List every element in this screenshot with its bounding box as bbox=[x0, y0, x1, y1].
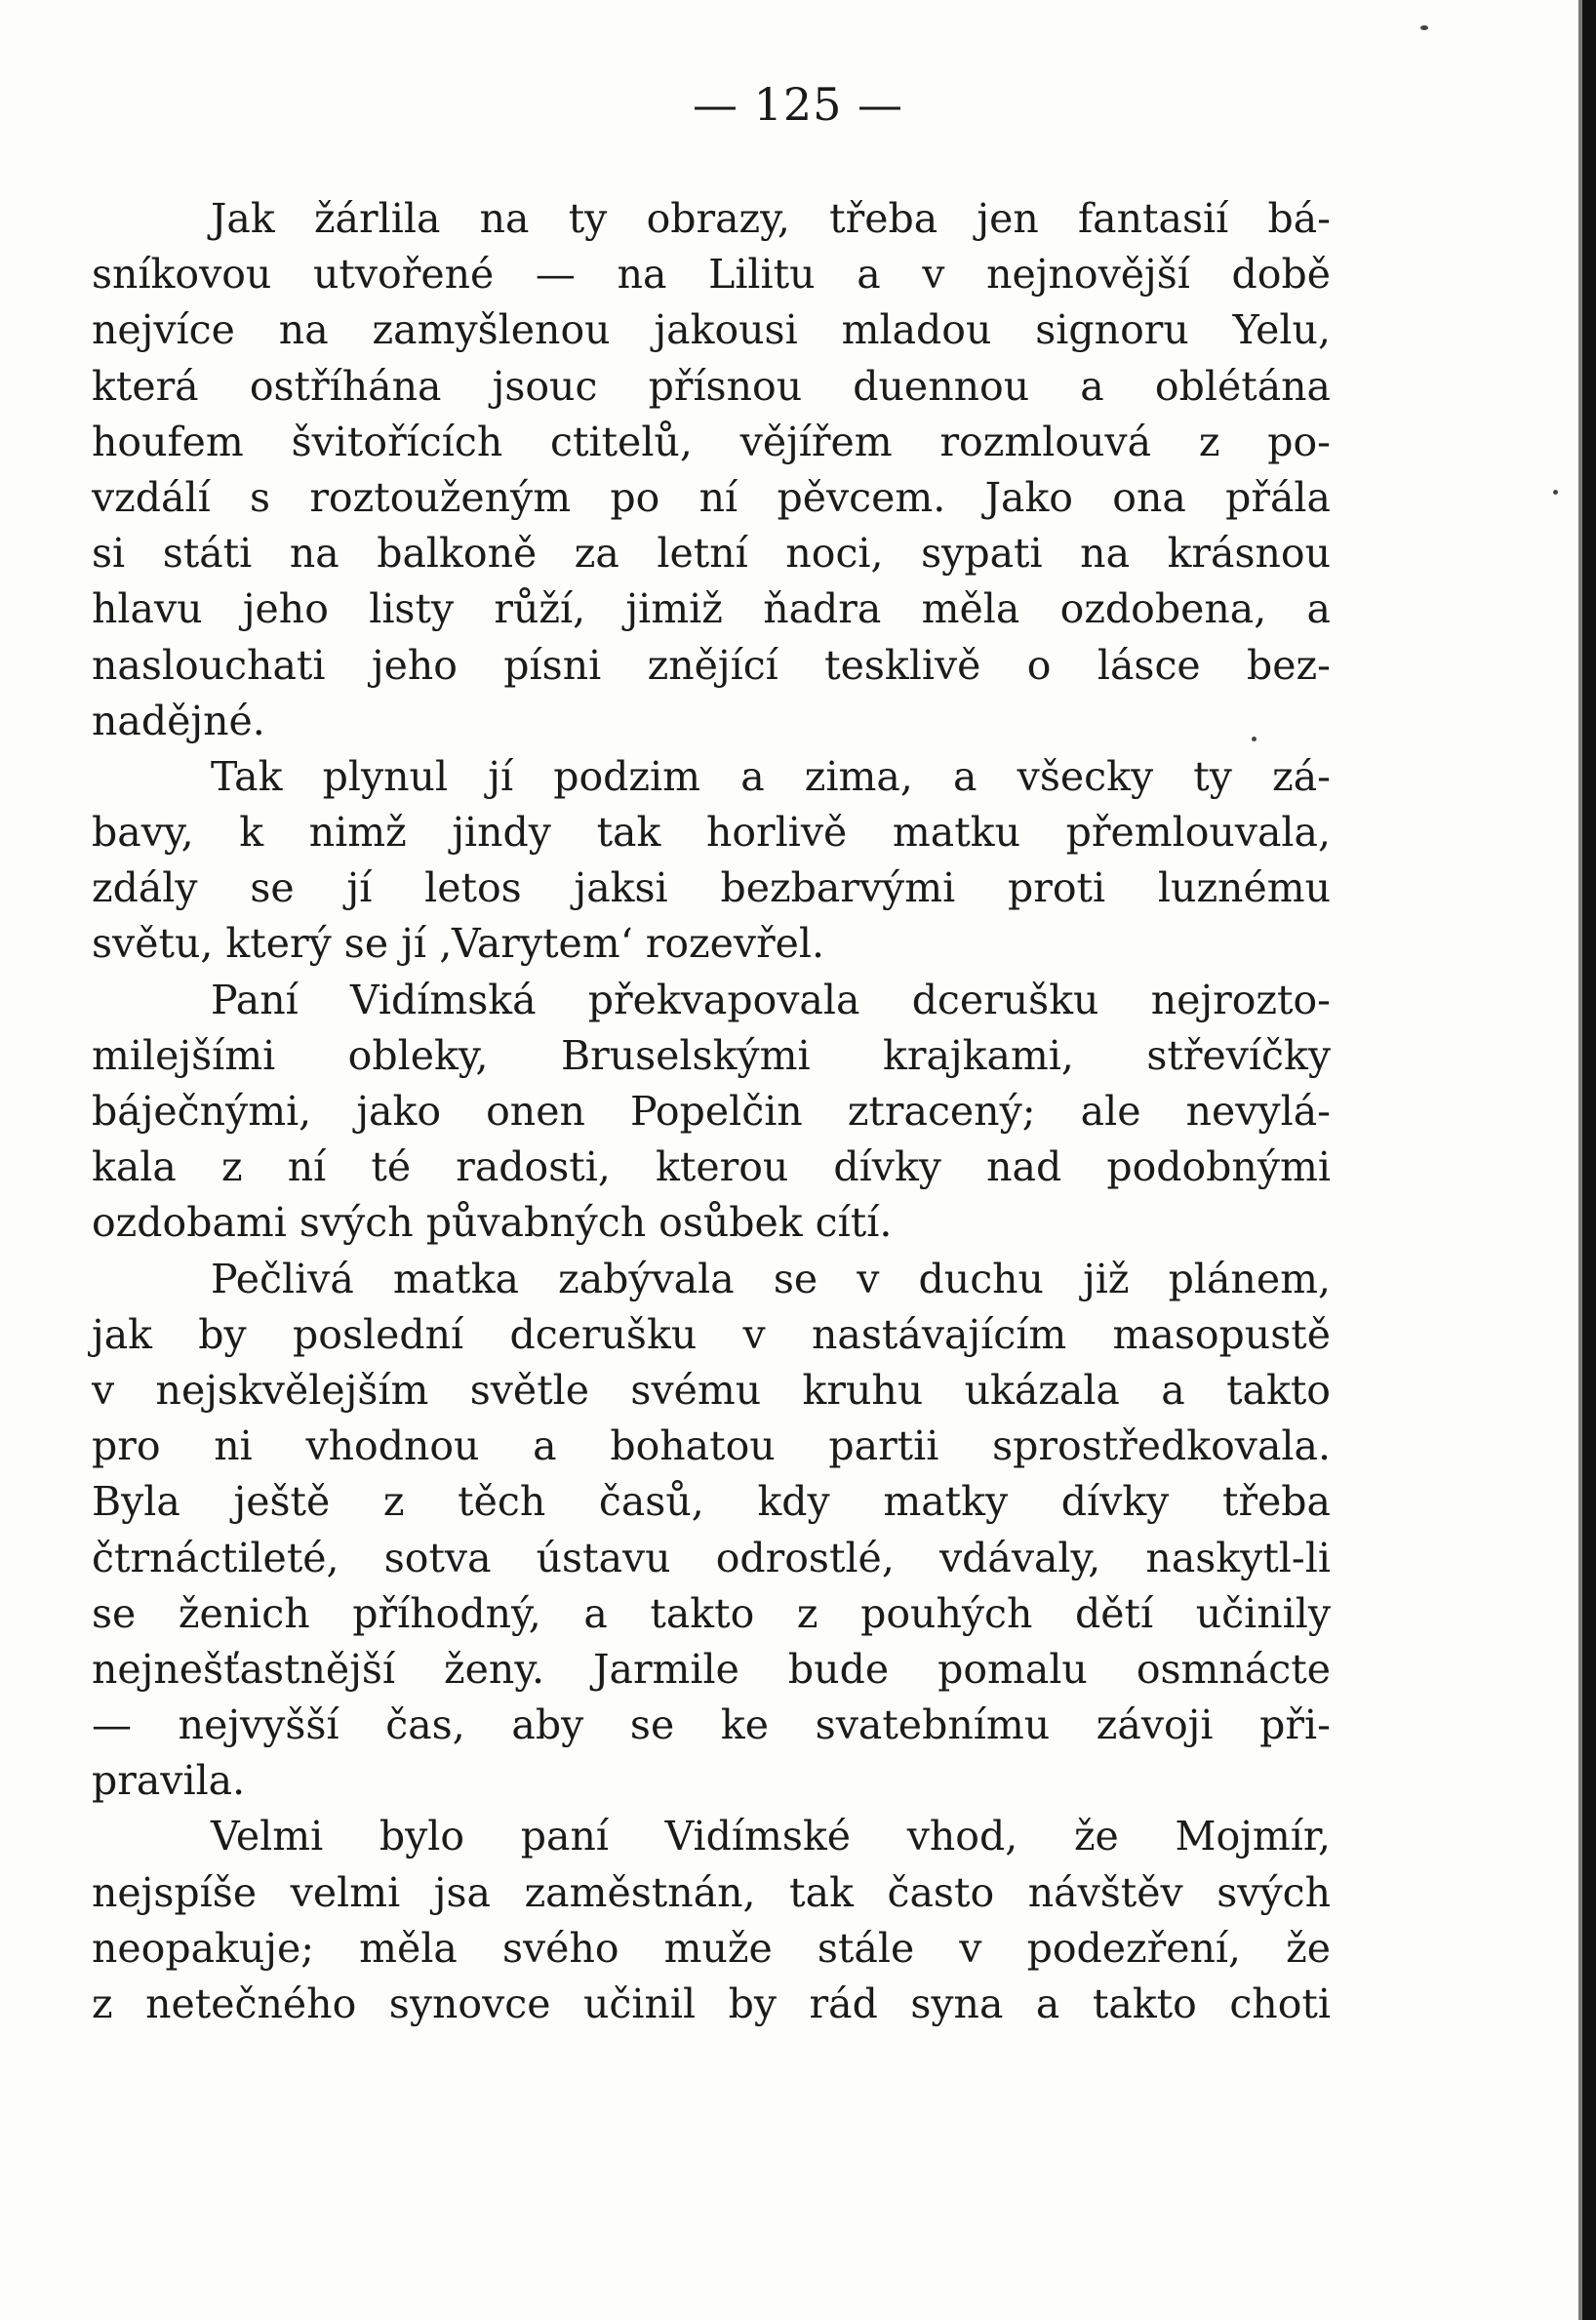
text-line: — nejvyšší čas, aby se ke svatebnímu závoji při- bbox=[92, 1701, 1331, 1749]
text-line: z netečného synovce učinil by rád syna a takto choti bbox=[92, 1980, 1331, 2027]
text-line: vzdálí s roztouženým po ní pěvcem. Jako ona přála bbox=[92, 473, 1331, 521]
text-line: Jak žárlila na ty obrazy, třeba jen fantasií bá- bbox=[211, 195, 1331, 242]
text-line: milejšími obleky, Bruselskými krajkami, střevíčky bbox=[92, 1031, 1331, 1079]
text-line: zdály se jí letos jaksi bezbarvými proti luznému bbox=[92, 864, 1331, 912]
text-line: se ženich příhodný, a takto z pouhých dětí učinily bbox=[92, 1589, 1331, 1637]
text-line: nejnešťastnější ženy. Jarmile bude pomalu osmnácte bbox=[92, 1645, 1331, 1693]
page-number: — 125 — bbox=[692, 78, 904, 131]
text-line: hlavu jeho listy růží, jimiž ňadra měla ozdobena, a bbox=[92, 585, 1331, 633]
text-line: nejspíše velmi jsa zaměstnán, tak často návštěv svých bbox=[92, 1868, 1331, 1916]
text-line: Tak plynul jí podzim a zima, a všecky ty zá- bbox=[211, 752, 1331, 800]
text-line: bavy, k nimž jindy tak horlivě matku přemlouvala, bbox=[92, 809, 1331, 857]
speck-mark bbox=[1553, 490, 1558, 495]
text-line: neopakuje; měla svého muže stále v podezření, že bbox=[92, 1924, 1331, 1972]
text-line: sníkovou utvořené — na Lilitu a v nejnovější době bbox=[92, 251, 1331, 299]
text-line: pravila. bbox=[92, 1757, 246, 1805]
text-line: Velmi bylo paní Vidímské vhod, že Mojmír, bbox=[211, 1813, 1331, 1860]
text-line: naslouchati jeho písni znějící tesklivě o lásce bez- bbox=[92, 641, 1331, 689]
text-line: jak by poslední dcerušku v nastávajícím masopustě bbox=[92, 1310, 1331, 1358]
text-line: která ostříhána jsouc přísnou duennou a oblétána bbox=[92, 362, 1331, 410]
page-edge bbox=[1582, 0, 1596, 2320]
body-text bbox=[92, 191, 1331, 2032]
text-line: Pečlivá matka zabývala se v duchu již plánem, bbox=[211, 1255, 1331, 1302]
text-line: báječnými, jako onen Popelčin ztracený; ale nevylá- bbox=[92, 1088, 1331, 1135]
text-line: nejvíce na zamyšlenou jakousi mladou signoru Yelu, bbox=[92, 306, 1331, 354]
text-line: čtrnáctileté, sotva ústavu odrostlé, vdávaly, naskytl-li bbox=[92, 1534, 1331, 1581]
speck-mark bbox=[1420, 25, 1428, 30]
text-line: Paní Vidímská překvapovala dcerušku nejrozto- bbox=[211, 976, 1331, 1023]
text-line: nadějné. bbox=[92, 697, 265, 744]
text-line: pro ni vhodnou a bohatou partii sprostředkovala. bbox=[92, 1422, 1331, 1470]
text-line: si státi na balkoně za letní noci, sypati na krásnou bbox=[92, 530, 1331, 578]
text-line: houfem švitořících ctitelů, vějířem rozmlouvá z po- bbox=[92, 418, 1331, 465]
text-line: světu, který se jí ‚Varytem‘ rozevřel. bbox=[92, 920, 825, 968]
text-line: kala z ní té radosti, kterou dívky nad podobnými bbox=[92, 1143, 1331, 1191]
text-line: Byla ještě z těch časů, kdy matky dívky třeba bbox=[92, 1478, 1331, 1526]
text-line: v nejskvělejším světle svému kruhu ukázala a takto bbox=[92, 1366, 1331, 1414]
text-line: ozdobami svých půvabných osůbek cítí. bbox=[92, 1199, 893, 1247]
